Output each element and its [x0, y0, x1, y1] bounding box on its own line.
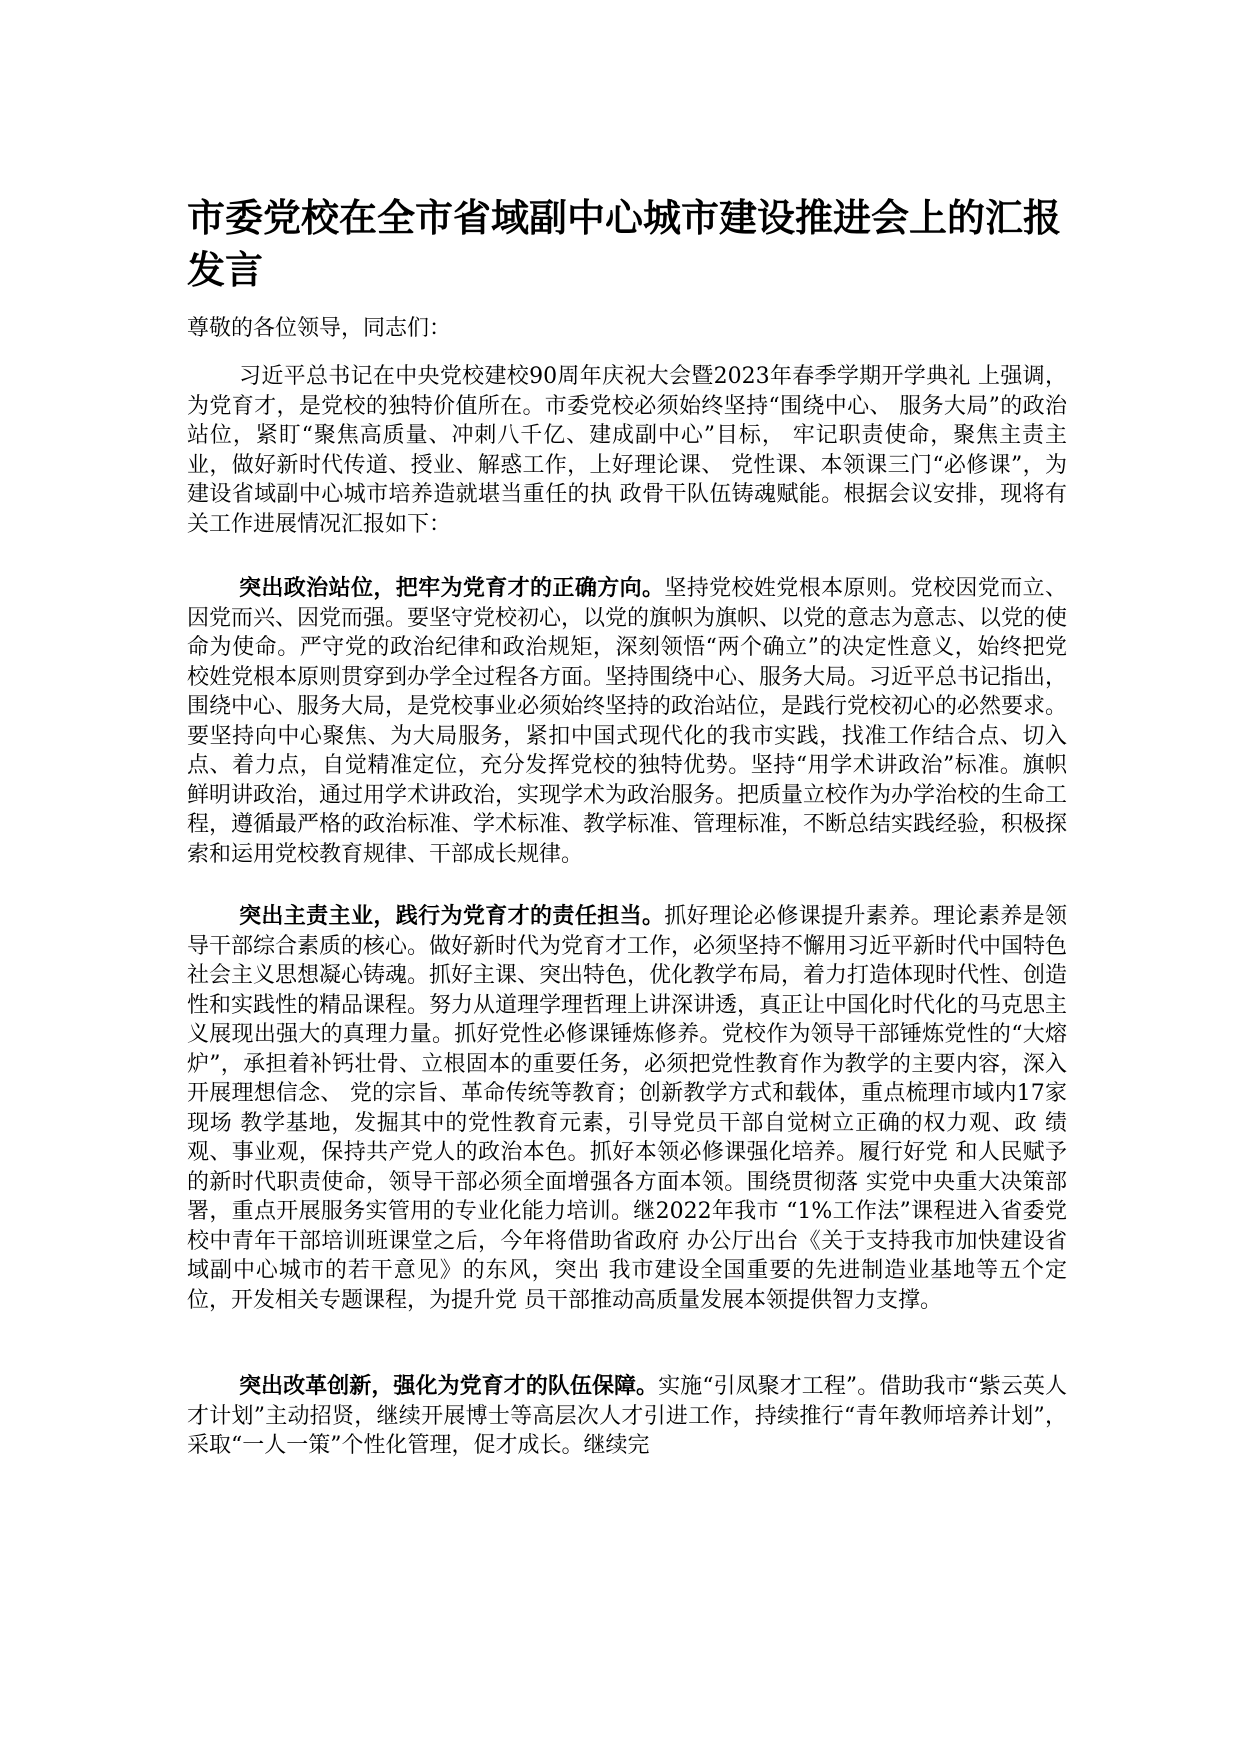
document-title: 市委党校在全市省域副中心城市建设推进会上的汇报发言	[187, 196, 1062, 292]
section-lead: 突出改革创新，强化为党育才的队伍保障。	[239, 1373, 659, 1399]
section-paragraph-main-responsibility	[187, 902, 1067, 1315]
section-lead: 突出政治站位，把牢为党育才的正确方向。	[239, 575, 665, 601]
salutation: 尊敬的各位领导，同志们：	[187, 316, 452, 341]
section-lead: 突出主责主业，践行为党育才的责任担当。	[239, 903, 665, 929]
section-body: 实施“引凤聚才工程”。借助我市“紫云英人才计划”主动招贤，继续开展博士等高层次人才引进工作，持续推行“青年教师培养计划”，采取“一人一策”个性化管理，促才成长。继续完	[187, 1374, 1067, 1458]
section-paragraph-political-stance	[187, 574, 1067, 869]
section-body: 坚持党校姓党根本原则。党校因党而立、因党而兴、因党而强。要坚守党校初心，以党的旗帜为旗帜、以党的意志为意志、以党的使命为使命。严守党的政治纪律和政治规矩，深刻领悟“两个确立”的决定性意义，始终把党校姓党根本原则贯穿到办学全过程各方面。坚持围绕中心、服务大局。习近平总书记指出，围绕中心、服务大局，是党校事业必须始终坚持的政治站位，是践行党校初心的必然要求。要坚持向中心聚焦、为大局服务，紧扣中国式现代化的我市实践，找准工作结合点、切入点、着力点，自觉精准定位，充分发挥党校的独特优势。坚持“用学术讲政治”标准。旗帜鲜明讲政治，通过用学术讲政治，实现学术为政治服务。把质量立校作为办学治校的生命工程，遵循最严格的政治标准、学术标准、教学标准、管理标准，不断总结实践经验，积极探索和运用党校教育规律、干部成长规律。	[187, 576, 1068, 867]
intro-paragraph: 习近平总书记在中央党校建校90周年庆祝大会暨2023年春季学期开学典礼 上强调，为党育才，是党校的独特价值所在。市委党校必须始终坚持“围绕中心、 服务大局”的政治站位，紧盯“聚焦高质量、冲刺八千亿、建成副中心”目标， 牢记职责使命，聚焦主责主业，做好新时代传道、授业、解惑工作，上好理论课、 党性课、本领课三门“必修课”，为建设省域副中心城市培养造就堪当重任的执 政骨干队伍铸魂赋能。根据会议安排，现将有关工作进展情况汇报如下：	[187, 364, 1067, 537]
section-paragraph-reform-innovation	[187, 1372, 1067, 1461]
section-body: 抓好理论必修课提升素养。理论素养是领导干部综合素质的核心。做好新时代为党育才工作，必须坚持不懈用习近平新时代中国特色社会主义思想凝心铸魂。抓好主课、突出特色，优化教学布局，着力打造体现时代性、创造性和实践性的精品课程。努力从道理学理哲理上讲深讲透，真正让中国化时代化的马克思主义展现出强大的真理力量。抓好党性必修课锤炼修养。党校作为领导干部锤炼党性的“大熔炉”，承担着补钙壮骨、立根固本的重要任务，必须把党性教育作为教学的主要内容，深入开展理想信念、 党的宗旨、革命传统等教育；创新教学方式和载体，重点梳理市域内17家现场 教学基地，发掘其中的党性教育元素，引导党员干部自觉树立正确的权力观、政 绩观、事业观，保持共产党人的政治本色。抓好本领必修课强化培养。履行好党 和人民赋予的新时代职责使命，领导干部必须全面增强各方面本领。围绕贯彻落 实党中央重大决策部署，重点开展服务实管用的专业化能力培训。继2022年我市 “1%工作法”课程进入省委党校中青年干部培训班课堂之后，今年将借助省政府 办公厅出台《关于支持我市加快建设省域副中心城市的若干意见》的东风，突出 我市建设全国重要的先进制造业基地等五个定位，开发相关专题课程，为提升党 员干部推动高质量发展本领提供智力支撑。	[187, 904, 1068, 1313]
